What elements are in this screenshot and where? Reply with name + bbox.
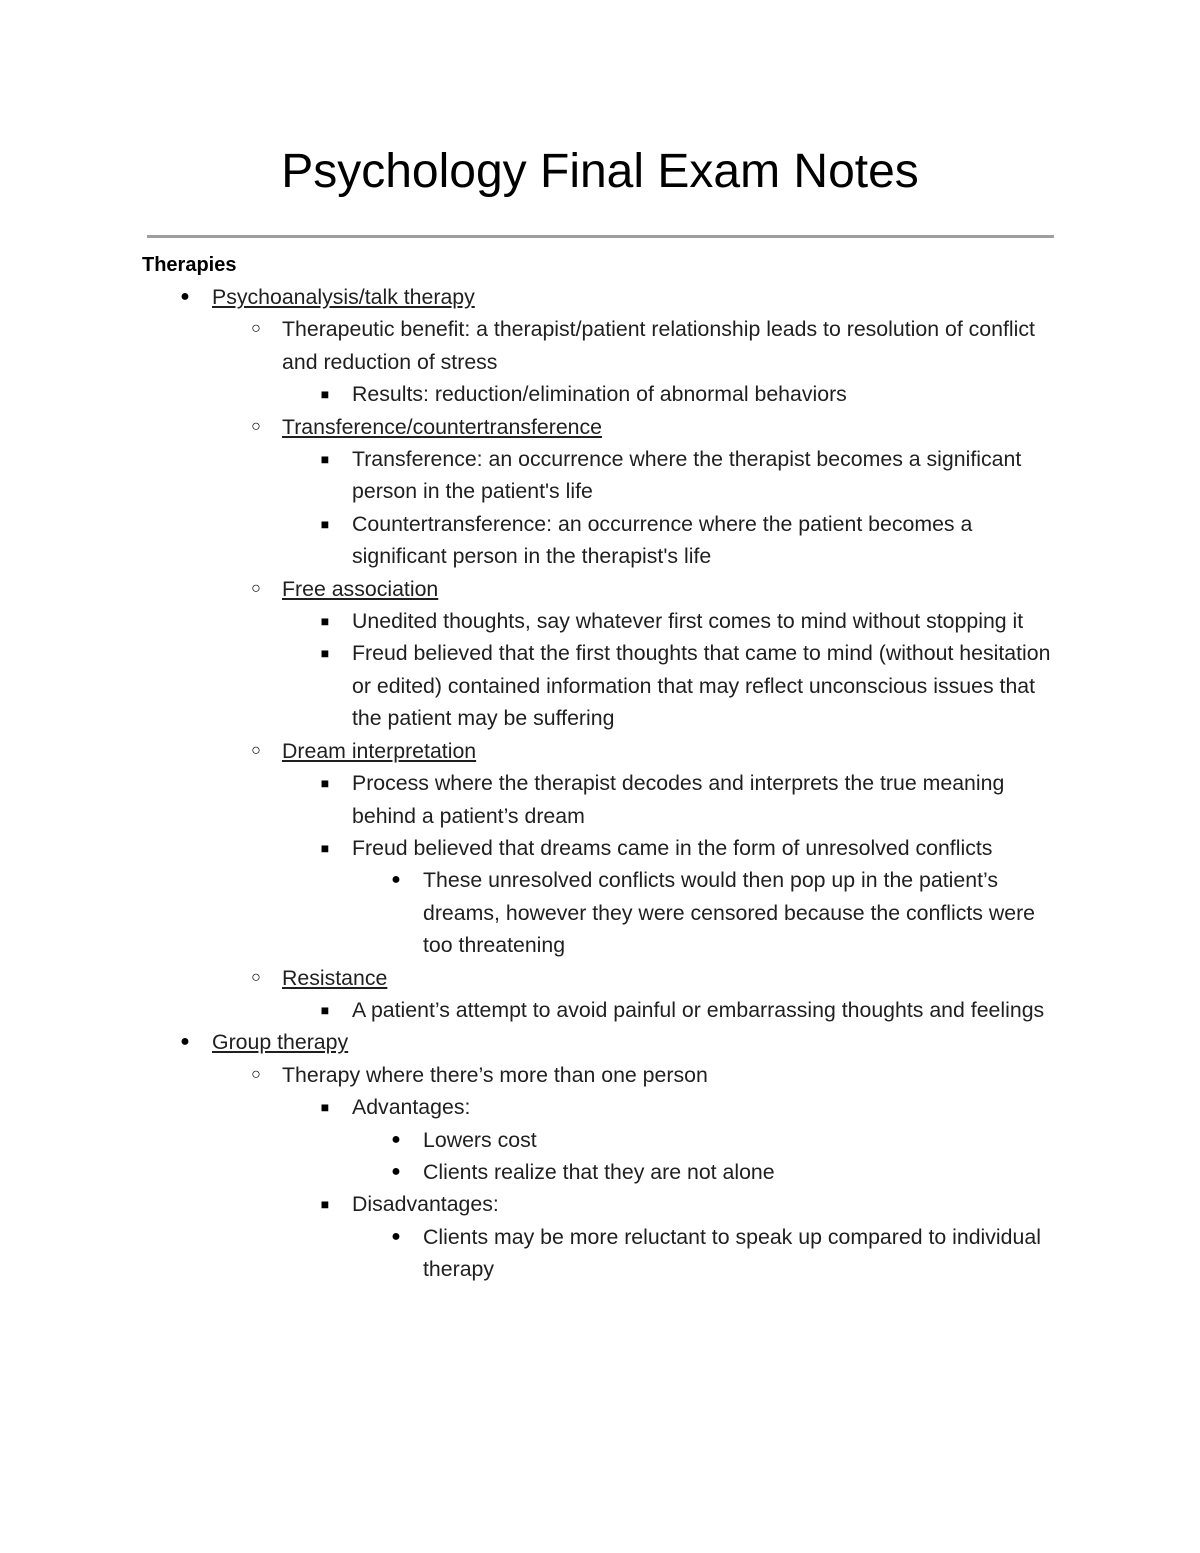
- list-item-text: Lowers cost: [423, 1127, 537, 1152]
- list-item: [0, 864, 1200, 961]
- bullet-icon: ●: [180, 1033, 190, 1051]
- list-item-topic: Psychoanalysis/talk therapy: [212, 285, 475, 309]
- list-item: [0, 1188, 1200, 1220]
- list-item: [0, 378, 1200, 410]
- bullet-icon: ○: [251, 1065, 261, 1083]
- list-item: [0, 411, 1200, 443]
- list-item: [0, 605, 1200, 637]
- list-item: [0, 832, 1200, 864]
- list-item-topic: Transference/countertransference: [282, 414, 603, 439]
- list-item: [0, 1124, 1200, 1156]
- list-item-text: These unresolved conflicts would then pop up in the patient’s dreams, however they were censored because the conflicts were too threatening: [423, 868, 1036, 958]
- list-item-topic: Free association: [282, 576, 439, 601]
- list-item: [0, 313, 1200, 378]
- list-item: [0, 962, 1200, 994]
- list-item: [0, 735, 1200, 767]
- list-item-text: Freud believed that the first thoughts that came to mind (without hesitation or edited) contained information that may reflect unconscious issues that the patient may be suffering: [352, 641, 1051, 731]
- bullet-icon: ■: [320, 775, 330, 792]
- list-item-topic: Group therapy: [212, 1030, 349, 1055]
- bullet-icon: ●: [180, 288, 190, 305]
- list-item: [0, 1091, 1200, 1123]
- bullet-icon: ○: [251, 579, 261, 597]
- list-item: [0, 1026, 1200, 1058]
- bullet-icon: ●: [391, 1162, 401, 1180]
- bullet-icon: ■: [320, 839, 330, 856]
- title-divider: [147, 235, 1054, 238]
- list-item-text: Clients realize that they are not alone: [423, 1159, 775, 1184]
- list-item: [0, 637, 1200, 734]
- list-item: [0, 281, 1200, 313]
- bullet-icon: ●: [391, 1130, 401, 1148]
- bullet-icon: ■: [320, 1196, 330, 1213]
- list-item: [0, 767, 1200, 832]
- list-item: [0, 443, 1200, 508]
- list-item-text: Freud believed that dreams came in the form of unresolved conflicts: [352, 835, 993, 860]
- bullet-icon: ■: [320, 451, 330, 468]
- list-item: [0, 573, 1200, 605]
- list-item-text: Process where the therapist decodes and interprets the true meaning behind a patient’s dream: [352, 771, 1005, 828]
- bullet-icon: ■: [320, 645, 330, 662]
- bullet-icon: ○: [251, 417, 261, 435]
- list-item-text: Advantages:: [352, 1095, 471, 1120]
- list-item-text: Therapeutic benefit: a therapist/patient relationship leads to resolution of conflict and reduction of stress: [282, 317, 1035, 374]
- bullet-icon: ■: [320, 1001, 330, 1018]
- notes-list: [0, 281, 1200, 1286]
- bullet-icon: ○: [251, 968, 261, 986]
- bullet-icon: ■: [320, 515, 330, 532]
- list-item-text: Disadvantages:: [352, 1192, 499, 1217]
- bullet-icon: ○: [251, 320, 261, 338]
- list-item-text: A patient’s attempt to avoid painful or embarrassing thoughts and feelings: [352, 997, 1045, 1022]
- list-item-text: Unedited thoughts, say whatever first comes to mind without stopping it: [352, 609, 1024, 634]
- bullet-icon: ●: [391, 1227, 401, 1245]
- list-item-topic: Dream interpretation: [282, 738, 477, 763]
- list-item: [0, 994, 1200, 1026]
- page-title: Psychology Final Exam Notes: [281, 145, 919, 198]
- bullet-icon: ■: [320, 386, 330, 403]
- list-item-text: Results: reduction/elimination of abnormal behaviors: [352, 382, 847, 407]
- bullet-icon: ■: [320, 1099, 330, 1116]
- bullet-icon: ○: [251, 741, 261, 759]
- bullet-icon: ■: [320, 613, 330, 630]
- list-item-text: Countertransference: an occurrence where the patient becomes a significant person in the therapist's life: [352, 511, 973, 569]
- list-item: [0, 508, 1200, 573]
- list-item-text: Clients may be more reluctant to speak up compared to individual therapy: [423, 1224, 1041, 1282]
- list-item-text: Transference: an occurrence where the therapist becomes a significant person in the patient's life: [352, 447, 1022, 504]
- list-item-text: Therapy where there’s more than one person: [282, 1062, 708, 1087]
- list-item-topic: Resistance: [282, 965, 388, 990]
- bullet-icon: ●: [391, 871, 401, 889]
- section-heading: Therapies: [142, 254, 237, 276]
- list-item: [0, 1059, 1200, 1091]
- list-item: [0, 1156, 1200, 1188]
- list-item: [0, 1221, 1200, 1286]
